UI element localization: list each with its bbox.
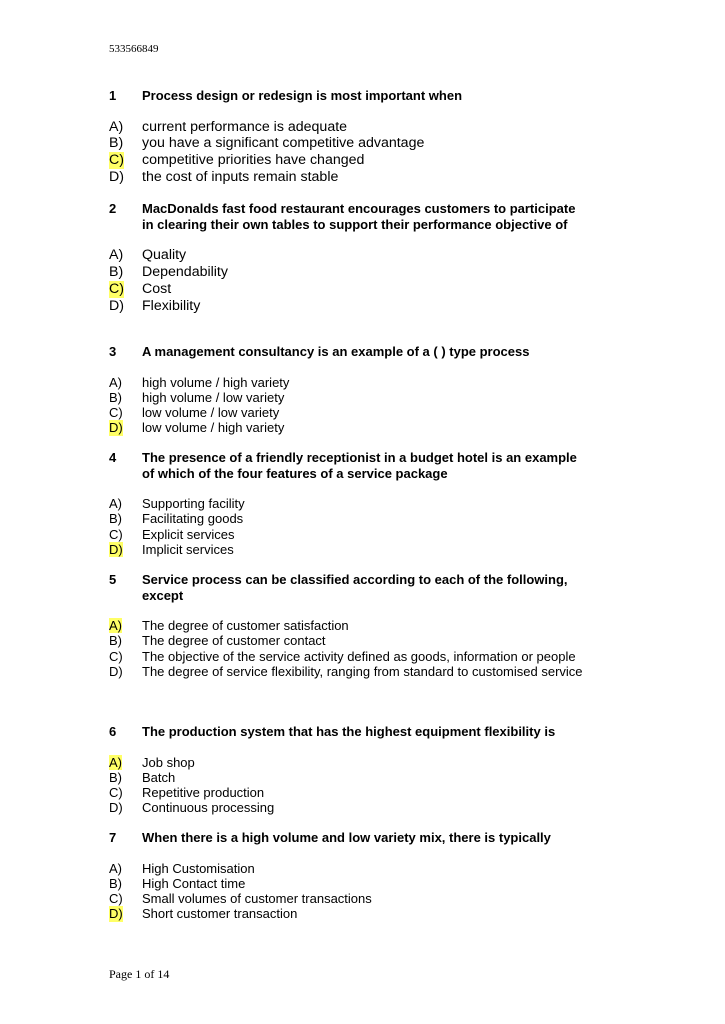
option-text: Continuous processing xyxy=(142,800,275,816)
answer-highlight: D) xyxy=(109,541,123,557)
question-1-options xyxy=(109,119,589,187)
option-d xyxy=(109,906,589,921)
option-text: low volume / high variety xyxy=(142,420,285,436)
option-c xyxy=(109,649,589,664)
option-text: Implicit services xyxy=(142,541,234,557)
question-3-text: A management consultancy is an example of a ( ) type process xyxy=(142,344,530,359)
answer-highlight: C) xyxy=(109,280,124,297)
option-c xyxy=(109,152,589,169)
option-letter: B) xyxy=(109,633,122,649)
option-text: Repetitive production xyxy=(142,785,265,801)
option-text: the cost of inputs remain stable xyxy=(142,169,339,186)
option-letter: D) xyxy=(109,663,123,679)
option-letter: B) xyxy=(109,389,122,405)
option-letter: C) xyxy=(109,891,123,907)
question-3-options xyxy=(109,375,589,436)
option-text: Short customer transaction xyxy=(142,906,298,922)
document-id: 533566849 xyxy=(109,43,159,55)
option-a xyxy=(109,618,589,633)
option-text: The degree of customer contact xyxy=(142,633,326,649)
option-text: Quality xyxy=(142,247,187,263)
question-3-stem xyxy=(109,344,589,360)
option-letter: D) xyxy=(109,297,124,314)
answer-highlight: A) xyxy=(109,754,122,770)
option-d xyxy=(109,169,589,186)
option-letter: D) xyxy=(109,800,123,816)
question-7-stem xyxy=(109,830,589,846)
option-letter: A) xyxy=(109,118,124,135)
option-text: Explicit services xyxy=(142,526,235,542)
option-b xyxy=(109,511,589,526)
answer-highlight: C) xyxy=(109,152,124,169)
answer-highlight: D) xyxy=(109,906,123,922)
option-b xyxy=(109,264,589,281)
option-d xyxy=(109,542,589,557)
question-6-text: The production system that has the highest equipment flexibility is xyxy=(142,724,556,739)
option-letter: B) xyxy=(109,263,124,280)
answer-highlight: A) xyxy=(109,618,122,633)
option-a xyxy=(109,755,589,770)
option-letter: B) xyxy=(109,875,122,891)
question-5 xyxy=(109,572,589,679)
option-a xyxy=(109,375,589,390)
answer-highlight: D) xyxy=(109,420,123,436)
option-text: The degree of service flexibility, ranging from standard to customised service xyxy=(142,663,583,679)
option-c xyxy=(109,527,589,542)
option-text: low volume / low variety xyxy=(142,405,280,421)
option-c xyxy=(109,785,589,800)
option-letter: C) xyxy=(109,648,123,664)
question-4-options xyxy=(109,496,589,557)
question-7-text: When there is a high volume and low variety mix, there is typically xyxy=(142,830,551,845)
option-text: The degree of customer satisfaction xyxy=(142,618,349,633)
option-letter: A) xyxy=(109,860,122,876)
question-4-stem xyxy=(109,450,589,481)
question-5-stem xyxy=(109,572,589,603)
question-4 xyxy=(109,450,589,557)
option-text: high volume / high variety xyxy=(142,374,290,390)
option-text: Cost xyxy=(142,280,172,297)
question-1-number: 1 xyxy=(109,88,117,103)
option-c xyxy=(109,281,589,298)
question-6-options xyxy=(109,755,589,816)
option-text: Job shop xyxy=(142,754,195,770)
option-text: Batch xyxy=(142,769,176,785)
option-text: Supporting facility xyxy=(142,496,245,511)
option-letter: B) xyxy=(109,769,122,785)
question-1-text: Process design or redesign is most important when xyxy=(142,88,463,103)
option-letter: C) xyxy=(109,526,123,542)
option-letter: A) xyxy=(109,496,122,511)
option-text: The objective of the service activity defined as goods, information or people xyxy=(142,648,576,664)
option-letter: C) xyxy=(109,785,123,801)
question-5-number: 5 xyxy=(109,572,117,587)
question-1 xyxy=(109,88,589,186)
question-6-stem xyxy=(109,724,589,740)
option-d xyxy=(109,298,589,315)
option-text: competitive priorities have changed xyxy=(142,152,365,169)
option-text: High Customisation xyxy=(142,860,255,876)
question-2-stem xyxy=(109,201,589,232)
option-letter: D) xyxy=(109,169,124,186)
question-2 xyxy=(109,201,589,315)
question-7 xyxy=(109,830,589,922)
option-b xyxy=(109,770,589,785)
option-a xyxy=(109,861,589,876)
option-text: High Contact time xyxy=(142,875,246,891)
option-d xyxy=(109,420,589,435)
option-b xyxy=(109,876,589,891)
question-6-number: 6 xyxy=(109,724,117,739)
option-text: Facilitating goods xyxy=(142,511,244,527)
option-text: high volume / low variety xyxy=(142,389,285,405)
question-4-text: The presence of a friendly receptionist in a budget hotel is an example of which of the four features of a service package xyxy=(142,450,577,481)
question-7-options xyxy=(109,861,589,922)
option-b xyxy=(109,633,589,648)
option-letter: B) xyxy=(109,135,124,152)
question-7-number: 7 xyxy=(109,830,117,845)
question-3-number: 3 xyxy=(109,344,117,359)
option-a xyxy=(109,496,589,511)
question-5-text: Service process can be classified according to each of the following, except xyxy=(142,572,568,603)
option-text: Flexibility xyxy=(142,297,201,314)
option-letter: B) xyxy=(109,511,122,527)
page-footer: Page 1 of 14 xyxy=(109,967,170,981)
question-5-options xyxy=(109,618,589,679)
option-c xyxy=(109,405,589,420)
option-c xyxy=(109,891,589,906)
option-a xyxy=(109,119,589,136)
question-3 xyxy=(109,344,589,436)
option-d xyxy=(109,800,589,815)
option-text: you have a significant competitive advantage xyxy=(142,135,425,152)
option-text: Small volumes of customer transactions xyxy=(142,891,372,907)
option-letter: A) xyxy=(109,374,122,390)
option-b xyxy=(109,135,589,152)
option-text: current performance is adequate xyxy=(142,118,348,135)
question-4-number: 4 xyxy=(109,450,117,465)
option-text: Dependability xyxy=(142,263,228,280)
question-1-stem xyxy=(109,88,589,104)
question-2-number: 2 xyxy=(109,201,117,216)
question-2-options xyxy=(109,247,589,315)
question-2-text: MacDonalds fast food restaurant encourages customers to participate in clearing their own tables to support their performance objective of xyxy=(142,201,576,232)
question-6 xyxy=(109,724,589,816)
option-letter: A) xyxy=(109,247,124,263)
option-a xyxy=(109,247,589,264)
option-b xyxy=(109,390,589,405)
option-letter: C) xyxy=(109,405,123,421)
option-d xyxy=(109,664,589,679)
